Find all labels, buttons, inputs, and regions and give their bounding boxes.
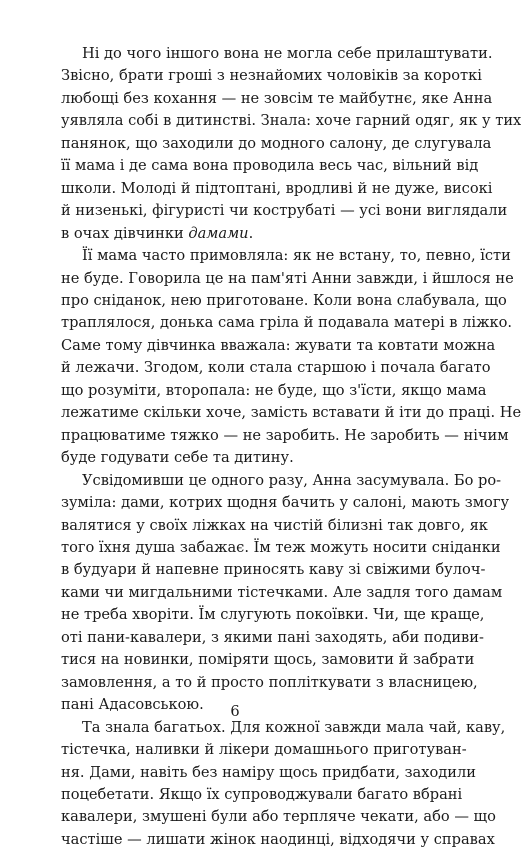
text-line: оті пани-кавалери, з якими пані заходять, аби подиви- bbox=[61, 628, 484, 646]
text-line: Усвідомивши це одного разу, Анна засумувала. Бо ро- bbox=[82, 471, 502, 489]
text-line: не буде. Говорила це на пам'яті Анни завжди, і йшлося не bbox=[61, 269, 514, 287]
text-line: любощі без кохання — не зовсім те майбутнє, яке Анна bbox=[61, 89, 493, 107]
text-line: про сніданок, нею приготоване. Коли вона слабувала, що bbox=[61, 291, 507, 309]
text-line: тися на новинки, поміряти щось, замовити й забрати bbox=[61, 651, 475, 669]
text-line: траплялося, донька сама гріла й подавала матері в ліжко. bbox=[61, 314, 513, 332]
text-line: Звісно, брати гроші з незнайомих чоловіків за короткі bbox=[61, 67, 482, 85]
text-line: буде годувати себе та дитину. bbox=[61, 449, 294, 467]
text-line: тістечка, наливки й лікери домашнього приготуван- bbox=[61, 741, 467, 759]
text-fragment: в очах дівчинки bbox=[61, 224, 189, 242]
text-fragment: . bbox=[248, 224, 254, 242]
text-line: її мама і де сама вона проводила весь час, вільний від bbox=[61, 157, 479, 175]
paragraph-3 bbox=[61, 470, 510, 717]
text-line bbox=[61, 223, 436, 245]
text-line: того їхня душа забажає. Їм теж можуть носити сніданки bbox=[61, 538, 501, 556]
text-line: уявляла собі в дитинстві. Знала: хоче гарний одяг, як у тих bbox=[61, 112, 521, 130]
text-line: замовлення, а то й просто поплiткувати з власницею, bbox=[61, 673, 478, 691]
emphasis-text: дамами bbox=[188, 224, 249, 242]
text-line: що розуміти, втоpопала: не буде, що з'їсти, якщо мама bbox=[61, 381, 487, 399]
text-line: панянок, що заходили до модного салону, де слугувала bbox=[61, 134, 492, 152]
paragraph-4 bbox=[61, 717, 506, 851]
text-line: валятися у своїх ліжках на чистій білизні так довго, як bbox=[61, 516, 488, 534]
text-line: кавалери, змушені були або терпляче чекати, або — що bbox=[61, 808, 496, 826]
text-line: й лежачи. Згодом, коли стала старшою і почала багато bbox=[61, 359, 491, 377]
text-line: Ні до чого іншого вона не могла себе прилаштувати. bbox=[82, 45, 493, 62]
text-line: зуміла: дами, котрих щодня бачить у салоні, мають змогу bbox=[61, 494, 510, 512]
text-line: поцебетати. Якщо їх супроводжували багато вбрані bbox=[61, 785, 463, 803]
text-line: й низенькі, фігуристі чи кострубаті — усі вони виглядали bbox=[61, 202, 508, 220]
paragraph-1 bbox=[61, 43, 521, 245]
text-line: школи. Молоді й підтоптані, вродливі й не дуже, високі bbox=[61, 179, 493, 197]
page-number: 6 bbox=[230, 703, 240, 720]
text-line: ня. Дами, навіть без наміру щось придбати, заходили bbox=[61, 763, 476, 781]
page-body bbox=[61, 43, 521, 851]
text-line: Та знала багатьох. Для кожної завжди мала чай, каву, bbox=[82, 718, 506, 736]
text-line: Її мама часто примовляла: як не встану, то, певно, їсти bbox=[82, 247, 511, 265]
text-line: пані Адасовською. bbox=[61, 696, 204, 714]
text-line: не треба хворіти. Їм слугують покоївки. Чи, ще краще, bbox=[61, 606, 485, 624]
text-line: ками чи мигдальними тістечками. Але задля того дамам bbox=[61, 583, 503, 601]
text-line: Саме тому дівчинка вважала: жувати та ковтати можна bbox=[61, 336, 496, 354]
paragraph-2 bbox=[61, 245, 521, 470]
text-line: в будуари й напевне приносять каву зі свіжими булоч- bbox=[61, 561, 486, 579]
text-line: працюватиме тяжко — не заробить. Не заробить — нічим bbox=[61, 426, 509, 444]
text-line: лежатиме скільки хоче, замість вставати й іти до праці. Не bbox=[61, 404, 521, 422]
text-line: частіше — лишати жінок наодинці, відходячи у справах bbox=[61, 830, 495, 848]
